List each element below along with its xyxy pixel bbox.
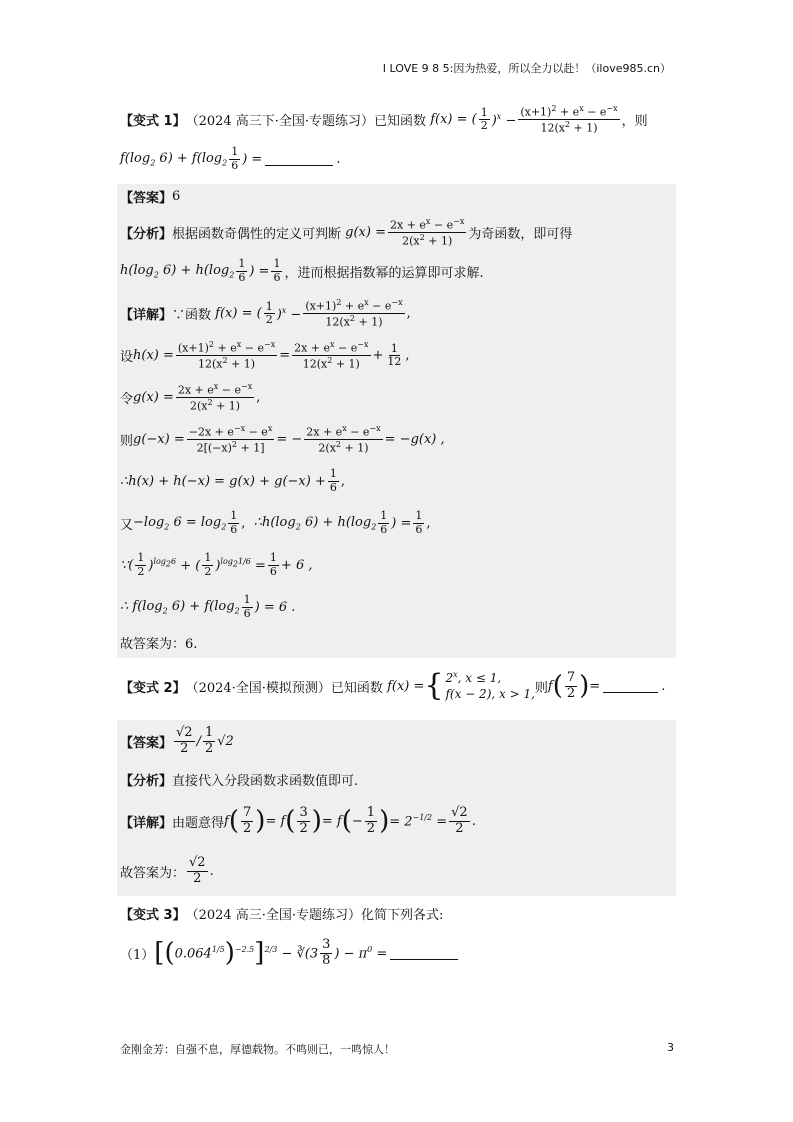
- detail-1-g-neg: 则 g(−x) = $\frac{-2x + e^{-x} - e^x}{2[(-x)^2 + 1]}$ = − $\frac{2x + e^x - e^{-x}}{2(x^2 + 1)}$ = −g(x) ,: [120, 424, 445, 455]
- variant-1-tail: ，则: [621, 114, 648, 130]
- detail-1-sum: ∴h(x) + h(−x) = g(x) + g(−x) + $\frac{1}{6}$ ,: [120, 467, 345, 494]
- answer-1-line: 【答案】 6: [120, 189, 181, 206]
- variant-2-question: 【变式 2】 （2024·全国·模拟预测）已知函数 f(x) = { 2$^x$, x ≤ 1, f(x − 2), x > 1, 则 f ( $\frac{7}{2}$ ) = .: [120, 668, 666, 704]
- variant-3-question: 【变式 3】 （2024 高三·全国·专题练习）化简下列各式:: [120, 908, 444, 923]
- detail-1-g: 令 g(x) = $\frac{2x + e^x - e^{-x}}{2(x^2 + 1)}$ ,: [120, 382, 261, 413]
- answer-blank[interactable]: [265, 153, 333, 166]
- detail-1-pow: ∵( $\frac{1}{2}$ )$^{log_26}$ + ( $\frac{1}{2}$ )$^{log_21/6}$ = $\frac{1}{6}$ + 6 ,: [120, 551, 313, 578]
- answer-blank-3[interactable]: [390, 947, 458, 960]
- answer-2-conclusion: 故答案为： $\frac{√2}{2}$ .: [120, 855, 214, 886]
- answer-blank-2[interactable]: [603, 680, 658, 693]
- answer-1-panel: [117, 184, 676, 658]
- detail-1-result: ∴ $f(\log_2$ $6) + f(\log_2$ $\frac{1}{6}$ ) = 6 .: [120, 593, 296, 620]
- variant-1-tag: 【变式 1】: [120, 114, 186, 130]
- answer-1-value: 6: [172, 189, 181, 204]
- analysis-1-line2: $h(\log_2$ $6) + h(\log_2$ $\frac{1}{6}$ ) = $\frac{1}{6}$ ，进而根据指数幂的运算即可求解.: [120, 257, 484, 284]
- page-header: I LOVE 9 8 5:因为热爱，所以全力以赴！（ilove985.cn）: [382, 62, 671, 75]
- detail-1-log: 又 $-\log_2$ $6 = \log_2$ $\frac{1}{6}$ , $\therefore h(\log_2$ $6) + h(\log_2$ $\frac{1}{6}$ ) = $\frac{1}{6}$ ,: [120, 509, 431, 536]
- analysis-1-line: 【分析】 根据函数奇偶性的定义可判断 g(x) = $\frac{2x + e^x - e^{-x}}{2(x^2 + 1)}$ 为奇函数，即可得: [120, 217, 573, 248]
- page-footer: 金刚金芳：自强不息，厚德载物。不鸣则已，一鸣惊人！: [120, 1043, 395, 1056]
- detail-1-line: 【详解】 ∵函数 f(x) = ( $\frac{1}{2}$ )$^x$ − $\frac{(x+1)^2 + e^x - e^{-x}}{12(x^2 + 1)}$ ,: [120, 298, 411, 329]
- answer-1-conclusion: 故答案为：6.: [120, 637, 198, 652]
- variant-3-item-1: （1） [ ( $0.064^{1/5}$ ) $^{-2.5}$ ] $^{2/3}$ − ∛(3 $\frac{3}{8}$ ) − $\pi^0$ =: [120, 938, 461, 969]
- detail-1-h: 设 h(x) = $\frac{(x+1)^2 + e^x - e^{-x}}{12(x^2 + 1)}$ = $\frac{2x + e^x - e^{-x}}{12(x^2 + 1)}$ + $\frac{1}{12}$ ,: [120, 340, 410, 371]
- page-number: 3: [667, 1041, 674, 1054]
- variant-1-expression: $f(\log_2$ $6) + f(\log_2$ $\frac{1}{6}$ ) = .: [120, 145, 341, 172]
- analysis-2-line: 【分析】 直接代入分段函数求函数值即可.: [120, 774, 359, 789]
- variant-1-question: 【变式 1】 （2024 高三下·全国·专题练习）已知函数 f(x) = ( $\frac{1}{2}$ )$^x$ − $\frac{(x+1)^2 + e^x - e^{-x}}{12(x^2 + 1)}$ ，则: [120, 104, 648, 135]
- answer-2-line: 【答案】 $\frac{√2}{2}$ / $\frac{1}{2}$ √2: [120, 725, 234, 756]
- variant-1-source: （2024 高三下·全国·专题练习）已知函数: [185, 114, 427, 130]
- detail-2-line: 【详解】 由题意得 f ( $\frac{7}{2}$ ) = f ( $\frac{3}{2}$ ) = f ( − $\frac{1}{2}$ ) = $2^{-1/2}$ = $\frac{√2}{2}$ .: [120, 805, 476, 837]
